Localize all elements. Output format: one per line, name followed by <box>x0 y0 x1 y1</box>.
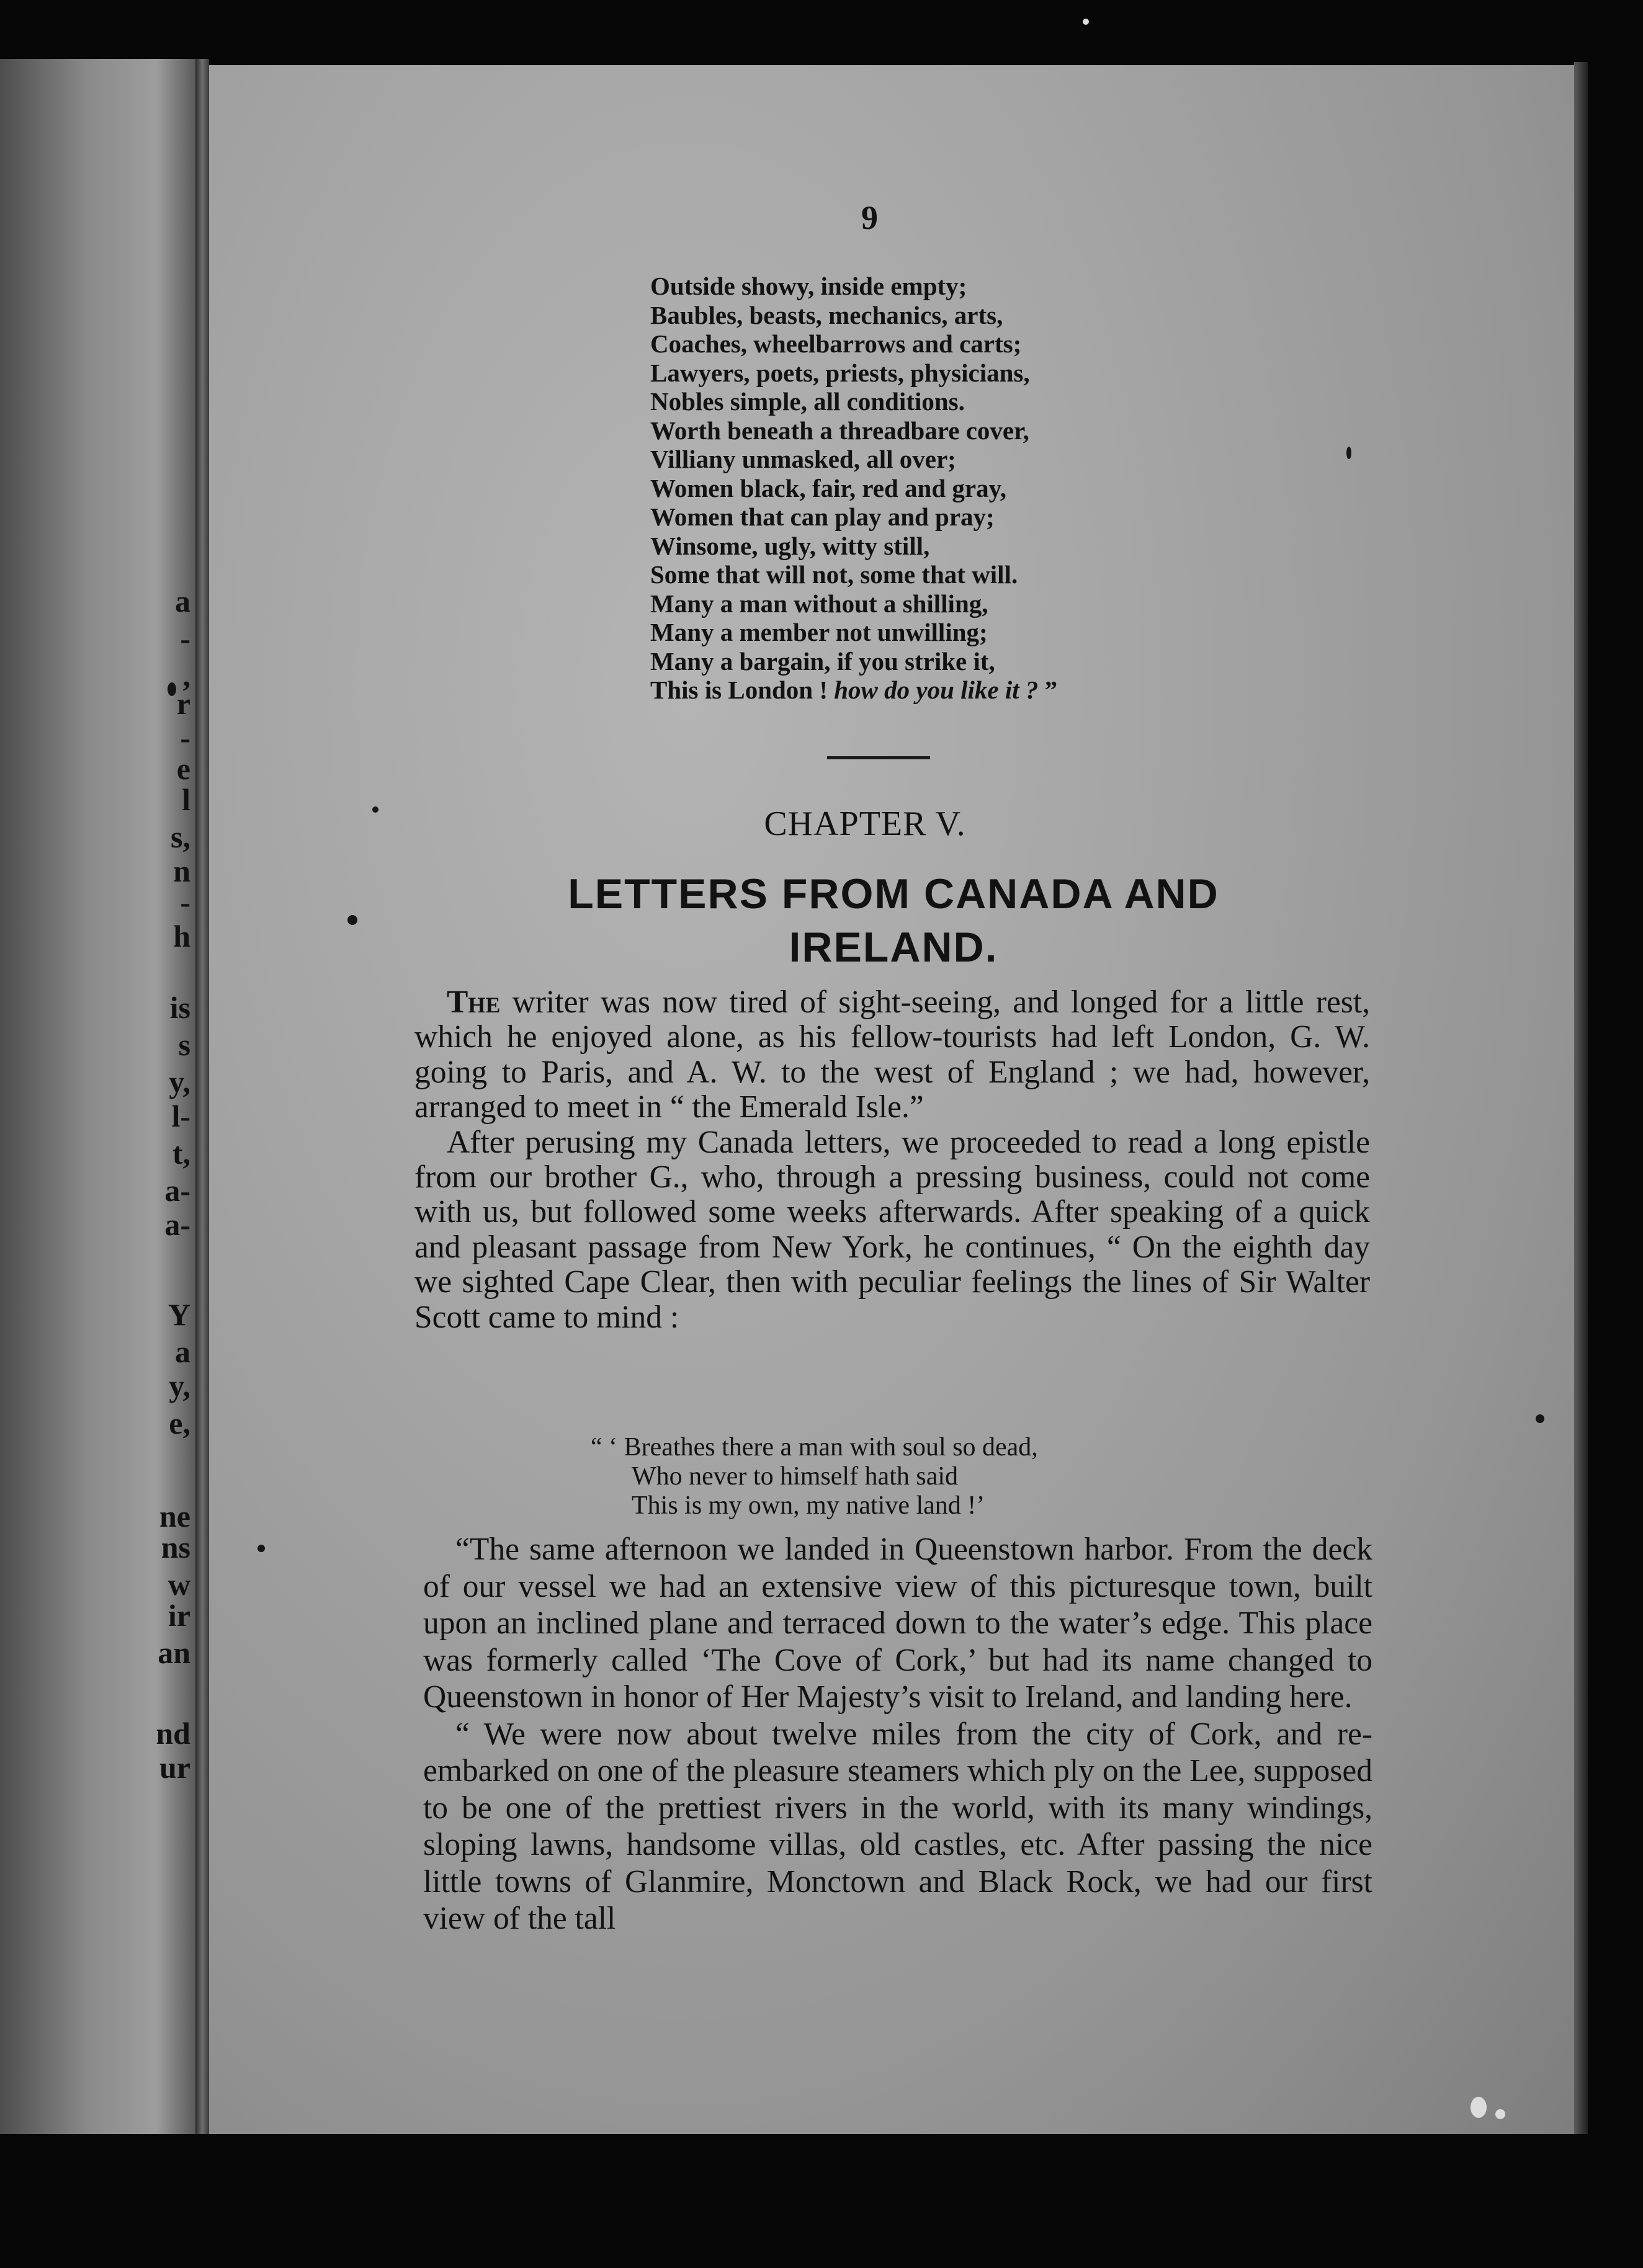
paragraph: After perusing my Canada letters, we proceeded to read a long epistle from our brother G., who, through a pressing business, could not come with us, but followed some weeks afterwards. After speaking of a quick and pleasant passage from New York, he continues, “ On the eighth day we sighted Cape Clear, then with peculiar feelings the lines of Sir Walter Scott came to mind : <box>414 1124 1370 1335</box>
fragment: , <box>182 658 190 693</box>
page-number: 9 <box>861 199 878 236</box>
fragment: ur <box>159 1750 190 1785</box>
fragment: a <box>175 584 190 618</box>
poem-line: Many a member not unwilling; <box>650 618 988 646</box>
quote-line: Who never to himself hath said <box>632 1462 959 1491</box>
fragment: Y <box>168 1297 190 1332</box>
paragraph <box>414 985 1370 1125</box>
right-page-edge <box>1574 62 1588 2134</box>
fragment: nd <box>156 1716 190 1751</box>
fragment: an <box>158 1635 190 1670</box>
block-quote <box>591 1433 1211 1520</box>
poem-line: Villiany unmasked, all over; <box>650 445 956 473</box>
poem-last-line-close: ” <box>1038 676 1058 704</box>
fragment: w <box>168 1567 190 1602</box>
fragment: ir <box>168 1598 190 1633</box>
fragment: ne <box>159 1499 190 1534</box>
poem-line: Many a bargain, if you strike it, <box>650 646 995 676</box>
paragraph-lead-word: The <box>447 984 501 1020</box>
poem-line: Some that will not, some that will. <box>650 560 1018 589</box>
poem-line: Women black, fair, red and gray, <box>650 473 1007 502</box>
fragment: h <box>173 919 190 953</box>
fragment: - <box>180 621 190 656</box>
fragment: a- <box>164 1207 190 1242</box>
paragraph-text: writer was now tired of sight-seeing, and longed for a little rest, which he enjoyed alone, as his fellow-tourists had left London, G. W. going to Paris, and A. W. to the west of England ; we had, however, arranged to meet in “ the Emerald Isle.” <box>414 984 1370 1125</box>
fragment: y, <box>169 1065 190 1099</box>
fragment: - <box>180 885 190 919</box>
body-text-upper <box>414 985 1370 1335</box>
chapter-label: CHAPTER V. <box>764 805 966 843</box>
scan-speck <box>1346 447 1351 459</box>
poem-line: Winsome, ugly, witty still, <box>650 531 930 560</box>
poem-line: Coaches, wheelbarrows and carts; <box>650 329 1022 358</box>
fragment: - <box>180 720 190 755</box>
left-page-edge <box>0 59 195 2134</box>
section-divider <box>827 756 930 759</box>
poem-verse <box>650 272 1196 705</box>
quote-line: “ ‘ Breathes there a man with soul so dead, <box>591 1433 1038 1462</box>
fragment: ns <box>161 1530 190 1565</box>
fragment: r <box>176 686 190 721</box>
scan-speck <box>372 806 378 813</box>
scan-speck <box>257 1545 265 1552</box>
body-text-lower <box>423 1531 1372 1937</box>
scan-speck <box>168 682 176 696</box>
fragment: n <box>173 854 190 888</box>
poem-line: Lawyers, poets, priests, physicians, <box>650 358 1030 387</box>
quote-line: This is my own, my native land !’ <box>632 1491 985 1520</box>
poem-last-line <box>650 676 1196 705</box>
scan-speck <box>1083 19 1089 25</box>
scan-speck <box>347 915 357 925</box>
fragment: t, <box>172 1136 190 1171</box>
fragment: e <box>176 751 190 786</box>
scan-speck <box>1471 2097 1487 2118</box>
poem-line: Women that can play and pray; <box>650 502 995 531</box>
poem-line: Many a man without a shilling, <box>650 589 988 618</box>
poem-line: Nobles simple, all conditions. <box>650 387 965 416</box>
fragment: a <box>175 1334 190 1369</box>
fragment: e, <box>169 1406 190 1440</box>
poem-last-line-plain: This is London ! <box>650 676 835 704</box>
poem-line: Worth beneath a threadbare cover, <box>650 416 1029 445</box>
fragment: a- <box>164 1173 190 1208</box>
fragment: s, <box>171 819 190 854</box>
left-page-text-fragments <box>141 59 190 2134</box>
scan-speck <box>1536 1414 1544 1423</box>
fragment: s <box>178 1027 190 1062</box>
fragment: y, <box>169 1368 190 1403</box>
fragment: is <box>169 990 190 1025</box>
fragment: l <box>182 782 190 817</box>
chapter-title-line: IRELAND. <box>789 924 998 971</box>
fragment: l- <box>171 1099 190 1133</box>
book-gutter <box>195 59 209 2134</box>
paragraph: “The same afternoon we landed in Queenstown harbor. From the deck of our vessel we had an extensive view of this picturesque town, built upon an inclined plane and terraced down to the water’s edge. This place was formerly called ‘The Cove of Cork,’ but had its name changed to Queenstown in honor of Her Majesty’s visit to Ireland, and landing here. <box>423 1532 1372 1715</box>
poem-line: Baubles, beasts, mechanics, arts, <box>650 300 1003 329</box>
paragraph: “ We were now about twelve miles from the city of Cork, and re-embarked on one of the pleasure steamers which ply on the Lee, supposed to be one of the prettiest rivers in the world, with its many windings, sloping lawns, handsome villas, old castles, etc. After passing the nice little towns of Glanmire, Monctown and Black Rock, we had our first view of the tall <box>423 1716 1372 1936</box>
poem-line: Outside showy, inside empty; <box>650 272 967 300</box>
poem-last-line-italic: how do you like it ? <box>834 676 1039 704</box>
chapter-title-line: LETTERS FROM CANADA AND <box>568 870 1219 917</box>
chapter-title <box>484 867 1303 974</box>
scan-speck <box>1495 2109 1505 2119</box>
